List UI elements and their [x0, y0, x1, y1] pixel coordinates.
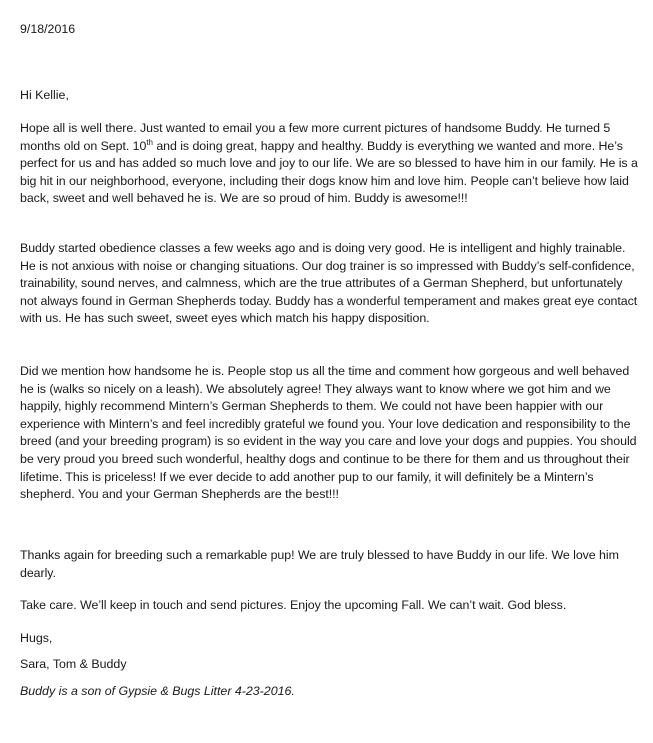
- ordinal-suffix: th: [146, 137, 153, 147]
- paragraph-training: Buddy started obedience classes a few weeks ago and is doing very good. He is intelligent and highly trainable. He is not anxious with noise or changing situations. Our dog trainer is so impressed with Buddy’s self-confidence, trainability, sound nerves, and calmness, which are the true attributes of a German Shepherd, but unfortunately not always found in German Shepherds today. Buddy has a wonderful temperament and makes great eye contact with us. He has such sweet, sweet eyes which match his happy disposition.: [20, 241, 638, 326]
- letter-closing: Hugs,: [20, 631, 53, 645]
- paragraph-thanks: Thanks again for breeding such a remarkable pup! We are truly blessed to have Buddy in our life. We love him dearly.: [20, 548, 619, 580]
- paragraph-intro: [20, 120, 638, 208]
- letter-footnote: Buddy is a son of Gypsie & Bugs Litter 4-23-2016.: [20, 684, 295, 698]
- paragraph-intro-text-b: and is doing great, happy and healthy. Buddy is everything we wanted and more. He’s perfect for us and has added so much love and joy to our life. We are so blessed to have him in our family. He is a big hit in our neighborhood, everyone, including their dogs know him and love him. People can’t believe how laid back, sweet and well behaved he is. We are so proud of him. Buddy is awesome!!!: [20, 138, 638, 206]
- letter-greeting: Hi Kellie,: [20, 88, 69, 102]
- paragraph-farewell: Take care. We’ll keep in touch and send pictures. Enjoy the upcoming Fall. We can’t wait. God bless.: [20, 598, 567, 612]
- paragraph-praise: Did we mention how handsome he is. People stop us all the time and comment how gorgeous and well behaved he is (walks so nicely on a leash). We absolutely agree! They always want to know where we got him and we happily, highly recommend Mintern’s German Shepherds to them. We could not have been happier with our experience with Mintern’s and feel incredibly grateful we found you. Your love dedication and responsibility to the breed (and your breeding program) is so evident in the way you care and love your dogs and puppies. You should be very proud you breed such wonderful, healthy dogs and continue to be there for them and us throughout their lifetime. This is priceless! If we ever decide to add another pup to our family, it will definitely be a Mintern’s shepherd. You and your German Shepherds are the best!!!: [20, 364, 637, 502]
- paragraph-intro-text-a: Hope all is well there. Just wanted to email you a few more current pictures of handsome Buddy. He turned 5 months old on Sept. 10: [20, 121, 611, 153]
- letter-date: 9/18/2016: [20, 22, 76, 36]
- letter-signature: Sara, Tom & Buddy: [20, 657, 127, 671]
